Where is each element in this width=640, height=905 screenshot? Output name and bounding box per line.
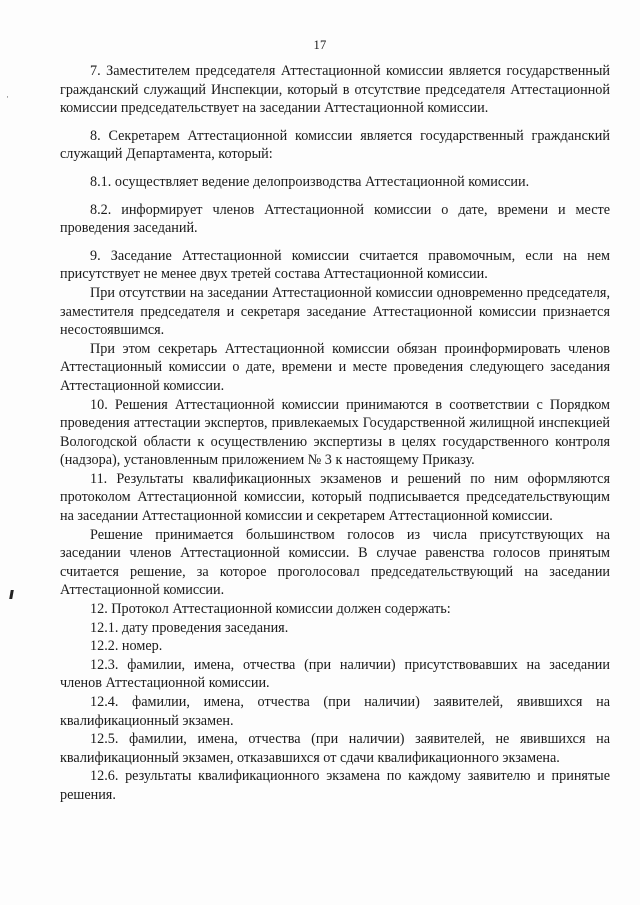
page-number: 17 xyxy=(313,38,327,52)
paragraph: 12.2. номер. xyxy=(90,638,163,655)
paragraph: 8. Секретарем Аттестационной комиссии является государственный гражданский служащий Департамента, который: xyxy=(60,127,610,163)
paragraph: 9. Заседание Аттестационной комиссии считается правомочным, если на нем присутствует не менее двух третей состава Аттестационной комиссии. xyxy=(60,247,610,283)
paragraph: 12.4. фамилии, имена, отчества (при наличии) заявителей, явившихся на квалификационный экзамен. xyxy=(60,694,610,729)
document-body xyxy=(60,62,610,805)
scan-speck-icon: · xyxy=(6,92,9,102)
paragraph: Решение принимается большинством голосов из числа присутствующих на заседании членов Аттестационной комиссии. В случае равенства голосов принятым считается решение, за которое проголосовал председательствующий на заседании Аттестационной комиссии. xyxy=(60,526,610,599)
paragraph: 12.1. дату проведения заседания. xyxy=(90,619,289,636)
paragraph: 12. Протокол Аттестационной комиссии должен содержать: xyxy=(90,601,451,618)
paragraph: 8.2. информирует членов Аттестационной комиссии о дате, времени и месте проведения заседаний. xyxy=(60,201,610,237)
paragraph: 10. Решения Аттестационной комиссии принимаются в соответствии с Порядком проведения аттестации экспертов, привлекаемых Государственной жилищной инспекцией Вологодской области к осуществлению экспертизы в целях государственного контроля (надзора), установленным приложением № 3 к настоящему Приказу. xyxy=(60,396,610,469)
scan-mark-icon xyxy=(9,590,14,599)
paragraph: 12.6. результаты квалификационного экзамена по каждому заявителю и принятые решения. xyxy=(60,768,610,803)
paragraph: 12.5. фамилии, имена, отчества (при наличии) заявителей, не явившихся на квалификационный экзамен, отказавшихся от сдачи квалификационного экзамена. xyxy=(60,731,610,766)
paragraph: 8.1. осуществляет ведение делопроизводства Аттестационной комиссии. xyxy=(90,173,530,190)
paragraph: При этом секретарь Аттестационной комиссии обязан проинформировать членов Аттестационный комиссии о дате, времени и месте проведения следующего заседания Аттестационной комиссии. xyxy=(60,340,610,394)
paragraph: 11. Результаты квалификационных экзаменов и решений по ним оформляются протоколом Аттестационной комиссии, который подписывается председательствующим на заседании Аттестационной комиссии и секретарем Аттестационной комиссии. xyxy=(60,470,610,525)
paragraph: При отсутствии на заседании Аттестационной комиссии одновременно председателя, заместителя председателя и секретаря заседание Аттестационной комиссии признается несостоявшимся. xyxy=(60,284,610,339)
paragraph: 12.3. фамилии, имена, отчества (при наличии) присутствовавших на заседании членов Аттестационной комиссии. xyxy=(60,656,610,692)
paragraph: 7. Заместителем председателя Аттестационной комиссии является государственный гражданский служащий Инспекции, который в отсутствие председателя Аттестационной комиссии председательствует на заседании Аттестационной комиссии. xyxy=(60,63,610,117)
